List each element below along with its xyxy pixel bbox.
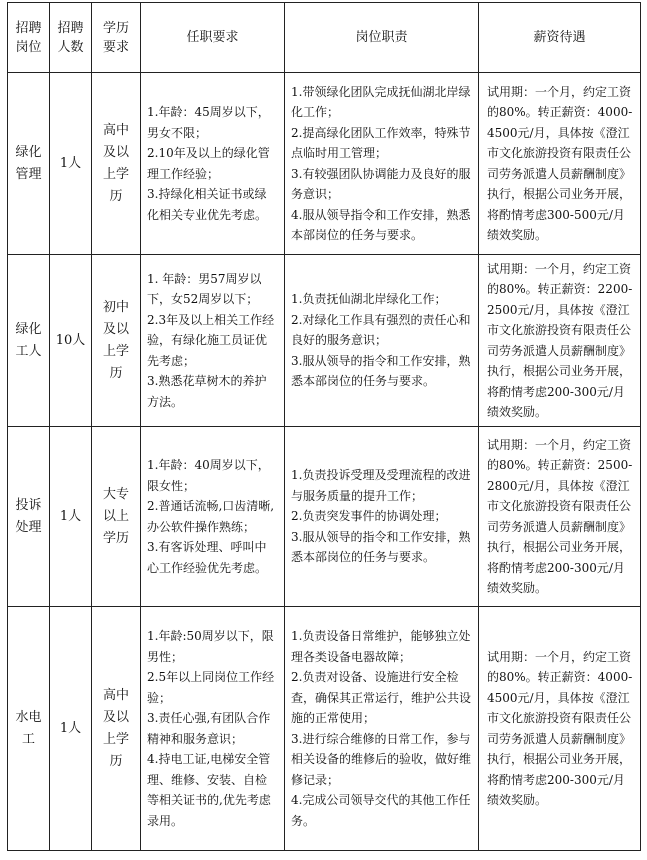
salary-text: 试用期：一个月，约定工资的80%。转正薪资：2500-2800元/月，具体按《澄江市文化旅游投资有限责任公司劳务派遣人员薪酬制度》执行，根据公司业务开展，将酌情考虑200-300元/月绩效奖励。: [487, 437, 633, 595]
salary-text: 试用期：一个月，约定工资的80%。转正薪资：2200-2500元/月，具体按《澄江市文化旅游投资有限责任公司劳务派遣人员薪酬制度》执行，根据公司业务开展，将酌情考虑200-300元/月绩效奖励。: [487, 261, 633, 419]
requirement-item: 1.年龄:50周岁以下，限男性；: [147, 629, 274, 664]
duty-item: 2.负责对设备、设施进行安全检查，确保其正常运行，维护公共设施的正常使用；: [291, 670, 472, 725]
duty-item: 1.负责投诉受理及受理流程的改进与服务质量的提升工作；: [291, 468, 471, 503]
duty-item: 2.负责突发事件的协调处理；: [291, 509, 447, 524]
position-cell: 水电工: [8, 607, 50, 851]
requirement-item: 2.10年及以上的绿化管理工作经验；: [147, 146, 270, 181]
duties-cell: [285, 255, 479, 427]
requirement-item: 2.5年以上同岗位工作经验；: [147, 670, 275, 705]
salary-cell: [479, 255, 641, 427]
header-duties: 岗位职责: [285, 3, 479, 73]
duty-item: 2.提高绿化团队工作效率，特殊节点临时用工管理；: [291, 125, 471, 160]
salary-text: 试用期：一个月，约定工资的80%。转正薪资：4000-4500元/月，具体按《澄江市文化旅游投资有限责任公司劳务派遣人员薪酬制度》执行，根据公司业务开展，将酌情考虑300-500元/月绩效奖励。: [487, 84, 633, 242]
count-cell: 1人: [50, 427, 92, 607]
duties-cell: [285, 607, 479, 851]
count-cell: 1人: [50, 73, 92, 255]
count-cell: 10人: [50, 255, 92, 427]
header-salary: 薪资待遇: [479, 3, 641, 73]
requirement-item: 1. 年龄：男57周岁以下，女52周岁以下；: [147, 271, 262, 307]
position-cell: 投诉处理: [8, 427, 50, 607]
requirements-cell: [141, 607, 285, 851]
requirement-item: 3.责任心强,有团队合作精神和服务意识；: [147, 711, 271, 746]
requirement-item: 4.持电工证,电梯安全管理、维修、安装、自检等相关证书的,优先考虑录用。: [147, 752, 271, 828]
table-row: [8, 73, 641, 255]
duty-item: 3.进行综合维修的日常工作，参与相关设备的维修后的验收，做好维修记录；: [291, 731, 472, 787]
requirement-item: 3.持绿化相关证书或绿化相关专业优先考虑。: [147, 187, 268, 222]
requirements-cell: [141, 427, 285, 607]
salary-cell: [479, 427, 641, 607]
duty-item: 1.带领绿化团队完成抚仙湖北岸绿化工作；: [291, 84, 471, 119]
duty-item: 1.负责抚仙湖北岸绿化工作；: [291, 292, 447, 307]
table-row: [8, 255, 641, 427]
education-cell: 大专以上学历: [92, 427, 141, 607]
requirement-item: 1.年龄：40周岁以下，限女性；: [147, 458, 270, 493]
salary-cell: [479, 607, 641, 851]
requirement-item: 3.熟悉花草树木的养护方法。: [147, 374, 267, 409]
count-cell: 1人: [50, 607, 92, 851]
header-requirements: 任职要求: [141, 3, 285, 73]
duty-item: 3.服从领导的指令和工作安排，熟悉本部岗位的任务与要求。: [291, 529, 471, 565]
requirement-item: 1.年龄：45周岁以下，男女不限；: [147, 105, 270, 140]
salary-text: 试用期：一个月，约定工资的80%。转正薪资：4000-4500元/月，具体按《澄江市文化旅游投资有限责任公司劳务派遣人员薪酬制度》执行，根据公司业务开展，将酌情考虑200-300元/月绩效奖励。: [487, 649, 633, 807]
duties-cell: [285, 73, 479, 255]
education-cell: 初中及以上学历: [92, 255, 141, 427]
requirements-cell: [141, 255, 285, 427]
requirement-item: 2.3年及以上相关工作经验，有绿化施工员证优先考虑；: [147, 312, 275, 368]
salary-cell: [479, 73, 641, 255]
header-position: 招聘岗位: [8, 3, 50, 73]
header-row: [8, 3, 641, 73]
header-count: 招聘人数: [50, 3, 92, 73]
duty-item: 2.对绿化工作具有强烈的责任心和良好的服务意识；: [291, 312, 471, 348]
position-cell: 绿化管理: [8, 73, 50, 255]
duty-item: 1.负责设备日常维护，能够独立处理各类设备电器故障；: [291, 629, 471, 664]
requirement-item: 2.普通话流畅,口齿清晰,办公软件操作熟练；: [147, 499, 275, 534]
duties-cell: [285, 427, 479, 607]
duty-item: 4.服从领导指令和工作安排，熟悉本部岗位的任务与要求。: [291, 207, 471, 242]
requirement-item: 3.有客诉处理、呼叫中心工作经验优先考虑。: [147, 540, 268, 575]
duty-item: 3.有较强团队协调能力及良好的服务意识；: [291, 166, 471, 201]
table-row: [8, 607, 641, 851]
table-row: [8, 427, 641, 607]
education-cell: 高中及以上学历: [92, 73, 141, 255]
position-cell: 绿化工人: [8, 255, 50, 427]
recruitment-table: [7, 2, 641, 851]
duty-item: 3.服从领导的指令和工作安排，熟悉本部岗位的任务与要求。: [291, 353, 471, 389]
duty-item: 4.完成公司领导交代的其他工作任务。: [291, 793, 471, 828]
education-cell: 高中及以上学历: [92, 607, 141, 851]
requirements-cell: [141, 73, 285, 255]
header-education: 学历要求: [92, 3, 141, 73]
